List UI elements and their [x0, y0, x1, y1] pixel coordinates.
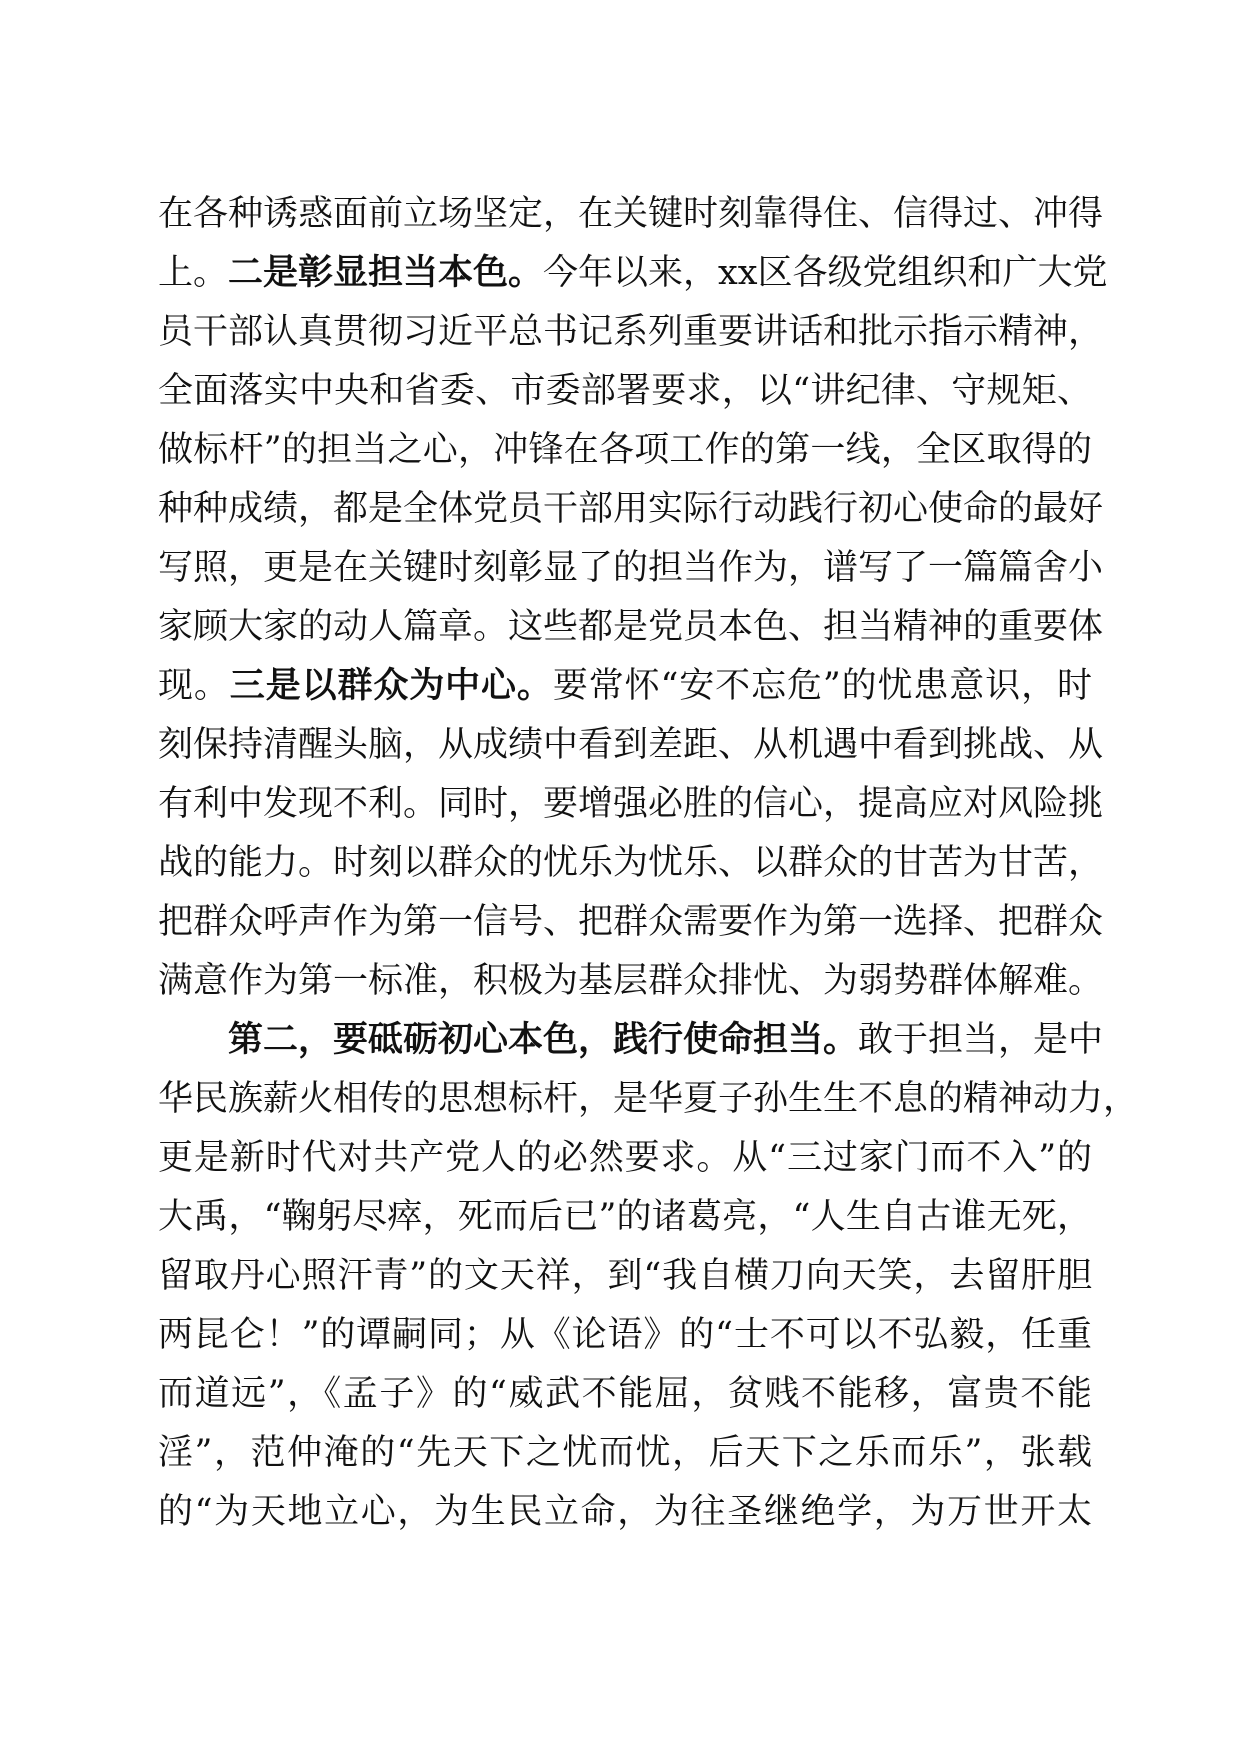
bold-heading-text: 二是彰显担当本色。 [228, 253, 544, 293]
text-line [158, 539, 1104, 598]
text-line [158, 657, 1092, 716]
body-text-run: 满意作为第一标准，积极为基层群众排忧、为弱势群体解难。 [158, 961, 1104, 1001]
body-text-run: 而道远”，《孟子》的“威武不能屈，贫贱不能移，富贵不能 [158, 1374, 1092, 1414]
bold-heading-text: 第二，要砥砺初心本色，践行使命担当。 [228, 1020, 859, 1060]
body-text-run: 敢于担当，是中 [858, 1020, 1104, 1060]
text-line [158, 1483, 1092, 1542]
body-text-run: 全面落实中央和省委、市委部署要求，以“讲纪律、守规矩、 [158, 371, 1092, 411]
body-text-run: 两昆仑！”的谭嗣同；从《论语》的“士不可以不弘毅，任重 [158, 1315, 1092, 1355]
body-text-run: 有利中发现不利。同时，要增强必胜的信心，提高应对风险挑 [158, 784, 1104, 824]
text-line [158, 952, 1104, 1011]
body-text-run: 战的能力。时刻以群众的忧乐为忧乐、以群众的甘苦为甘苦， [158, 843, 1104, 883]
body-text-run: 种种成绩，都是全体党员干部用实际行动践行初心使命的最好 [158, 489, 1104, 529]
body-text-run: 要常怀“安不忘危”的忧患意识，时 [552, 666, 1092, 706]
body-text-run: 今年以来，xx区各级党组织和广大党 [543, 253, 1108, 293]
body-text-run: 做标杆”的担当之心，冲锋在各项工作的第一线，全区取得的 [158, 430, 1092, 470]
text-line [158, 362, 1092, 421]
text-line [158, 244, 1108, 303]
body-text-run: 上。 [158, 253, 229, 293]
body-text-run: 华民族薪火相传的思想标杆，是华夏子孙生生不息的精神动力， [158, 1079, 1139, 1119]
text-line [158, 1070, 1139, 1129]
body-text-run: 家顾大家的动人篇章。这些都是党员本色、担当精神的重要体 [158, 607, 1104, 647]
body-text-run: 的“为天地立心，为生民立命，为往圣继绝学，为万世开太 [158, 1492, 1092, 1532]
text-line [158, 1129, 1092, 1188]
text-line [158, 480, 1104, 539]
text-line [158, 1247, 1092, 1306]
bold-heading-text: 三是以群众为中心。 [229, 666, 553, 706]
body-text-run: 留取丹心照汗青”的文天祥，到“我自横刀向天笑，去留肝胆 [158, 1256, 1092, 1296]
body-text-run: 把群众呼声作为第一信号、把群众需要作为第一选择、把群众 [158, 902, 1104, 942]
body-text-run: 更是新时代对共产党人的必然要求。从“三过家门而不入”的 [158, 1138, 1092, 1178]
text-line [158, 1424, 1092, 1483]
text-line [158, 421, 1092, 480]
body-text-run: 淫”，范仲淹的“先天下之忧而忧，后天下之乐而乐”，张载 [158, 1433, 1092, 1473]
text-line [158, 1188, 1092, 1247]
body-text-run: 写照，更是在关键时刻彰显了的担当作为，谱写了一篇篇舍小 [158, 548, 1104, 588]
text-line [158, 834, 1104, 893]
text-line [158, 1306, 1092, 1365]
body-text-run: 刻保持清醒头脑，从成绩中看到差距、从机遇中看到挑战、从 [158, 725, 1104, 765]
text-line [158, 1011, 1104, 1070]
text-line [158, 1365, 1092, 1424]
text-line [158, 303, 1104, 362]
text-line [158, 716, 1104, 775]
body-text-run: 现。 [158, 666, 230, 706]
text-line [158, 893, 1104, 952]
text-line [158, 598, 1104, 657]
body-text [158, 185, 1139, 1542]
body-text-run: 员干部认真贯彻习近平总书记系列重要讲话和批示指示精神， [158, 312, 1104, 352]
body-text-run: 在各种诱惑面前立场坚定，在关键时刻靠得住、信得过、冲得 [158, 194, 1104, 234]
text-line [158, 185, 1104, 244]
text-line [158, 775, 1104, 834]
body-text-run: 大禹，“鞠躬尽瘁，死而后已”的诸葛亮，“人生自古谁无死， [158, 1197, 1092, 1237]
